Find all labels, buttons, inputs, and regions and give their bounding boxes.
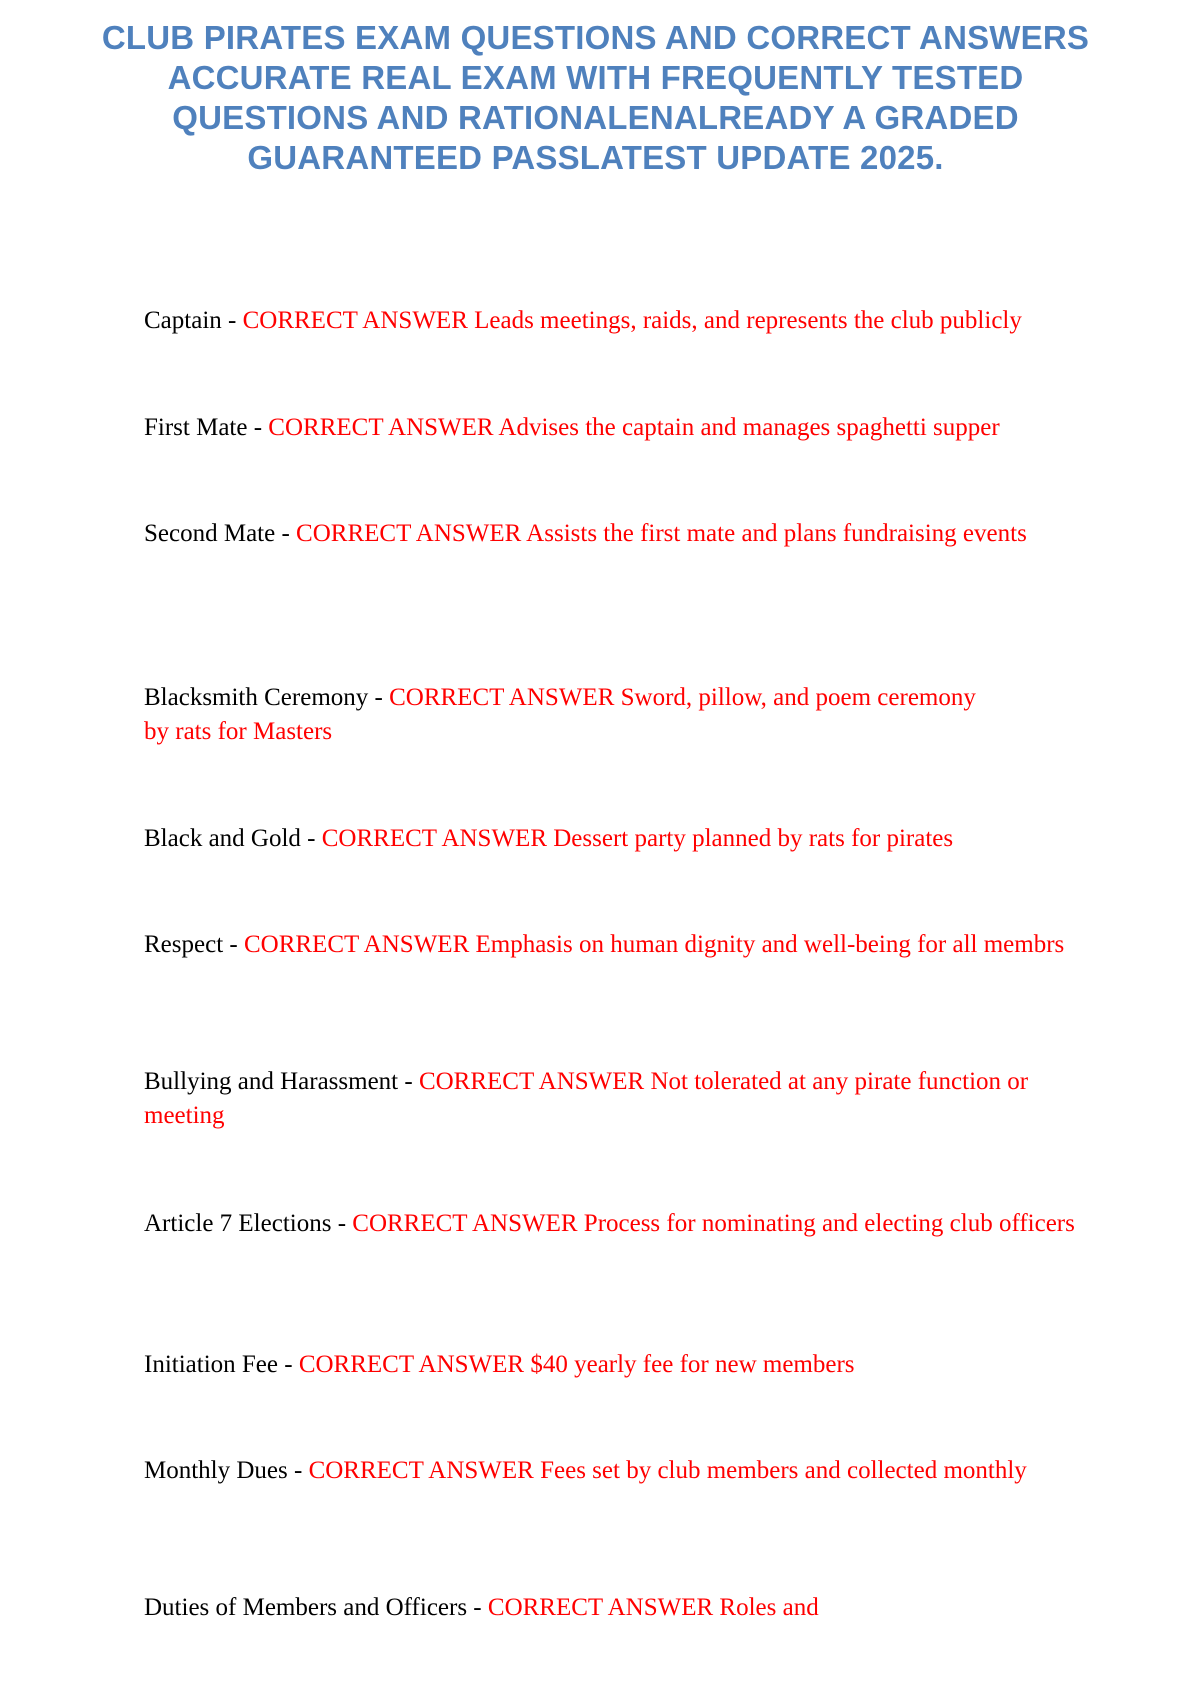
qa-item-blacksmith-ceremony bbox=[144, 681, 984, 749]
answer-text: CORRECT ANSWER Advises the captain and manages spaghetti supper bbox=[268, 414, 1000, 441]
qa-item-second-mate bbox=[144, 517, 1084, 551]
question-term: Initiation Fee - bbox=[144, 1351, 299, 1378]
document-title bbox=[40, 18, 1151, 178]
question-term: Black and Gold - bbox=[144, 825, 322, 852]
title-line: QUESTIONS AND RATIONALENALREADY A GRADED bbox=[172, 99, 1019, 136]
question-term: Captain - bbox=[144, 307, 243, 334]
qa-item-respect bbox=[144, 928, 1104, 962]
qa-item-black-and-gold bbox=[144, 822, 1134, 856]
answer-text: CORRECT ANSWER Process for nominating and electing club officers bbox=[352, 1210, 1075, 1237]
answer-text: CORRECT ANSWER Emphasis on human dignity and well-being for all membrs bbox=[243, 931, 1065, 958]
question-term: Respect - bbox=[144, 931, 244, 958]
question-term: Monthly Dues - bbox=[144, 1457, 309, 1484]
qa-item-duties-of-members-and-officers bbox=[144, 1591, 1134, 1625]
title-line: GUARANTEED PASSLATEST UPDATE 2025. bbox=[247, 139, 944, 176]
qa-item-bullying-and-harassment bbox=[144, 1065, 1034, 1133]
title-line: ACCURATE REAL EXAM WITH FREQUENTLY TESTED bbox=[167, 59, 1024, 96]
qa-item-article-7-elections bbox=[144, 1207, 1124, 1241]
answer-text: CORRECT ANSWER Fees set by club members and collected monthly bbox=[308, 1457, 1027, 1484]
question-term: Bullying and Harassment - bbox=[144, 1068, 419, 1095]
answer-text: CORRECT ANSWER Not tolerated at any pirate function or meeting bbox=[144, 1068, 1029, 1129]
title-line: CLUB PIRATES EXAM QUESTIONS AND CORRECT ANSWERS bbox=[101, 19, 1090, 56]
answer-text: CORRECT ANSWER Dessert party planned by rats for pirates bbox=[321, 825, 954, 852]
answer-text: CORRECT ANSWER Assists the first mate and plans fundraising events bbox=[296, 520, 1027, 547]
answer-text: CORRECT ANSWER $40 yearly fee for new members bbox=[298, 1351, 855, 1378]
question-term: Blacksmith Ceremony - bbox=[144, 684, 390, 711]
qa-item-monthly-dues bbox=[144, 1454, 1064, 1488]
qa-item-first-mate bbox=[144, 411, 1134, 445]
answer-text: CORRECT ANSWER Roles and bbox=[487, 1594, 819, 1621]
question-term: Second Mate - bbox=[144, 520, 297, 547]
qa-item-captain bbox=[144, 304, 1154, 338]
question-term: Duties of Members and Officers - bbox=[144, 1594, 488, 1621]
question-term: Article 7 Elections - bbox=[144, 1210, 353, 1237]
question-term: First Mate - bbox=[144, 414, 269, 441]
answer-text: CORRECT ANSWER Leads meetings, raids, and represents the club publicly bbox=[242, 307, 1022, 334]
qa-item-initiation-fee bbox=[144, 1348, 1134, 1382]
answer-text: CORRECT ANSWER Sword, pillow, and poem ceremony by rats for Masters bbox=[144, 684, 976, 745]
